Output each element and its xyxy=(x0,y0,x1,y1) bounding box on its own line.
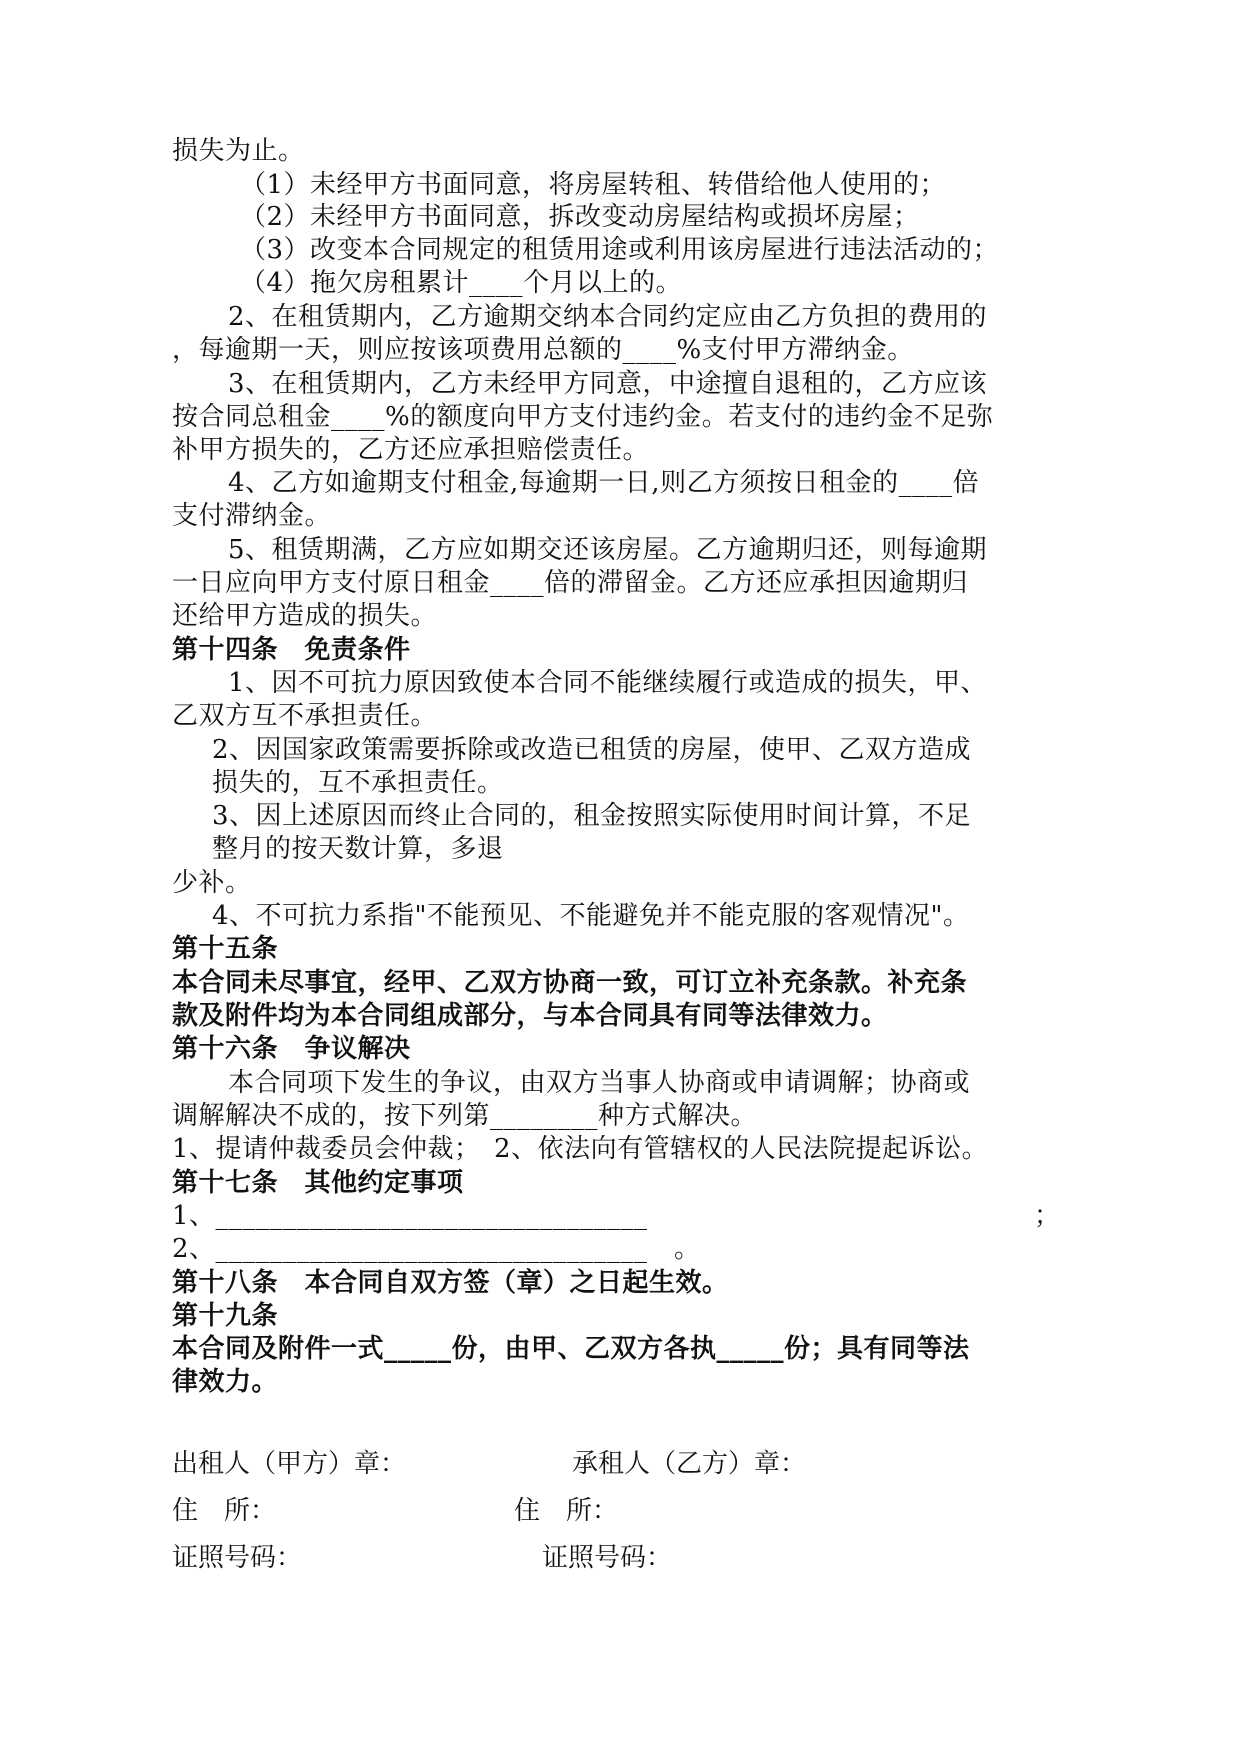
lessee-id-label: 证照号码： xyxy=(542,1543,673,1573)
text-line: 2、因国家政策需要拆除或改造已租赁的房屋，使甲、乙双方造成 xyxy=(212,735,972,765)
text-line: 3、因上述原因而终止合同的，租金按照实际使用时间计算，不足 xyxy=(212,801,972,831)
text-line: 损失的，互不承担责任。 xyxy=(212,768,504,798)
text-line: 3、在租赁期内，乙方未经甲方同意，中途擅自退租的，乙方应该 xyxy=(228,369,988,399)
text-line: 支付滞纳金。 xyxy=(172,501,332,531)
article-heading: 第十四条 免责条件 xyxy=(172,635,411,665)
article-heading: 第十七条 其他约定事项 xyxy=(172,1168,464,1198)
text-line: 整月的按天数计算，多退 xyxy=(212,834,504,864)
text-line: （4）拖欠房租累计____个月以上的。 xyxy=(240,268,683,298)
text-line: 2、________________________________ 。 xyxy=(172,1234,701,1264)
lessor-address-label: 住 所： xyxy=(172,1496,277,1526)
text-line: 一日应向甲方支付原日租金____倍的滞留金。乙方还应承担因逾期归 xyxy=(172,568,969,598)
text-line: 少补。 xyxy=(172,868,252,898)
text-line: 本合同项下发生的争议，由双方当事人协商或申请调解；协商或 xyxy=(228,1068,971,1098)
text-line: 补甲方损失的，乙方还应承担赔偿责任。 xyxy=(172,435,650,465)
lessor-seal-label: 出租人（甲方）章： xyxy=(172,1449,407,1479)
text-line: （1）未经甲方书面同意，将房屋转租、转借给他人使用的； xyxy=(240,170,947,200)
text-line: 还给甲方造成的损失。 xyxy=(172,601,438,631)
text-line: 4、乙方如逾期支付租金,每逾期一日,则乙方须按日租金的____倍 xyxy=(228,468,980,498)
text-line: 5、租赁期满，乙方应如期交还该房屋。乙方逾期归还，则每逾期 xyxy=(228,535,988,565)
text-line: 乙双方互不承担责任。 xyxy=(172,701,438,731)
line-end-semicolon: ； xyxy=(1034,1201,1061,1231)
article-heading: 第十八条 本合同自双方签（章）之日起生效。 xyxy=(172,1268,729,1298)
lessee-address-label: 住 所： xyxy=(514,1496,619,1526)
text-line: 1、________________________________ xyxy=(172,1201,648,1231)
text-line: ，每逾期一天，则应按该项费用总额的____%支付甲方滞纳金。 xyxy=(172,335,914,365)
text-line: 4、不可抗力系指"不能预见、不能避免并不能克服的客观情况"。 xyxy=(212,901,970,931)
article-heading: 第十九条 xyxy=(172,1301,279,1331)
article-heading: 第十六条 争议解决 xyxy=(172,1034,411,1064)
text-line: 本合同及附件一式_____份，由甲、乙双方各执_____份；具有同等法 xyxy=(172,1334,970,1364)
article-heading: 第十五条 xyxy=(172,934,279,964)
lessee-seal-label: 承租人（乙方）章： xyxy=(572,1449,807,1479)
text-line: 1、因不可抗力原因致使本合同不能继续履行或造成的损失，甲、 xyxy=(228,668,988,698)
text-line: 2、在租赁期内，乙方逾期交纳本合同约定应由乙方负担的费用的 xyxy=(228,302,988,332)
text-line: 1、提请仲裁委员会仲裁； 2、依法向有管辖权的人民法院提起诉讼。 xyxy=(172,1134,989,1164)
text-line: （2）未经甲方书面同意，拆改变动房屋结构或损坏房屋； xyxy=(240,202,920,232)
text-line: 按合同总租金____%的额度向甲方支付违约金。若支付的违约金不足弥 xyxy=(172,402,994,432)
text-line: 款及附件均为本合同组成部分，与本合同具有同等法律效力。 xyxy=(172,1001,888,1031)
text-line: 本合同未尽事宜，经甲、乙双方协商一致，可订立补充条款。补充条 xyxy=(172,968,968,998)
text-line: （3）改变本合同规定的租赁用途或利用该房屋进行违法活动的； xyxy=(240,235,1000,265)
text-line: 损失为止。 xyxy=(172,136,305,166)
lessor-id-label: 证照号码： xyxy=(172,1543,303,1573)
text-line: 调解解决不成的，按下列第________种方式解决。 xyxy=(172,1101,758,1131)
text-line: 律效力。 xyxy=(172,1367,279,1397)
